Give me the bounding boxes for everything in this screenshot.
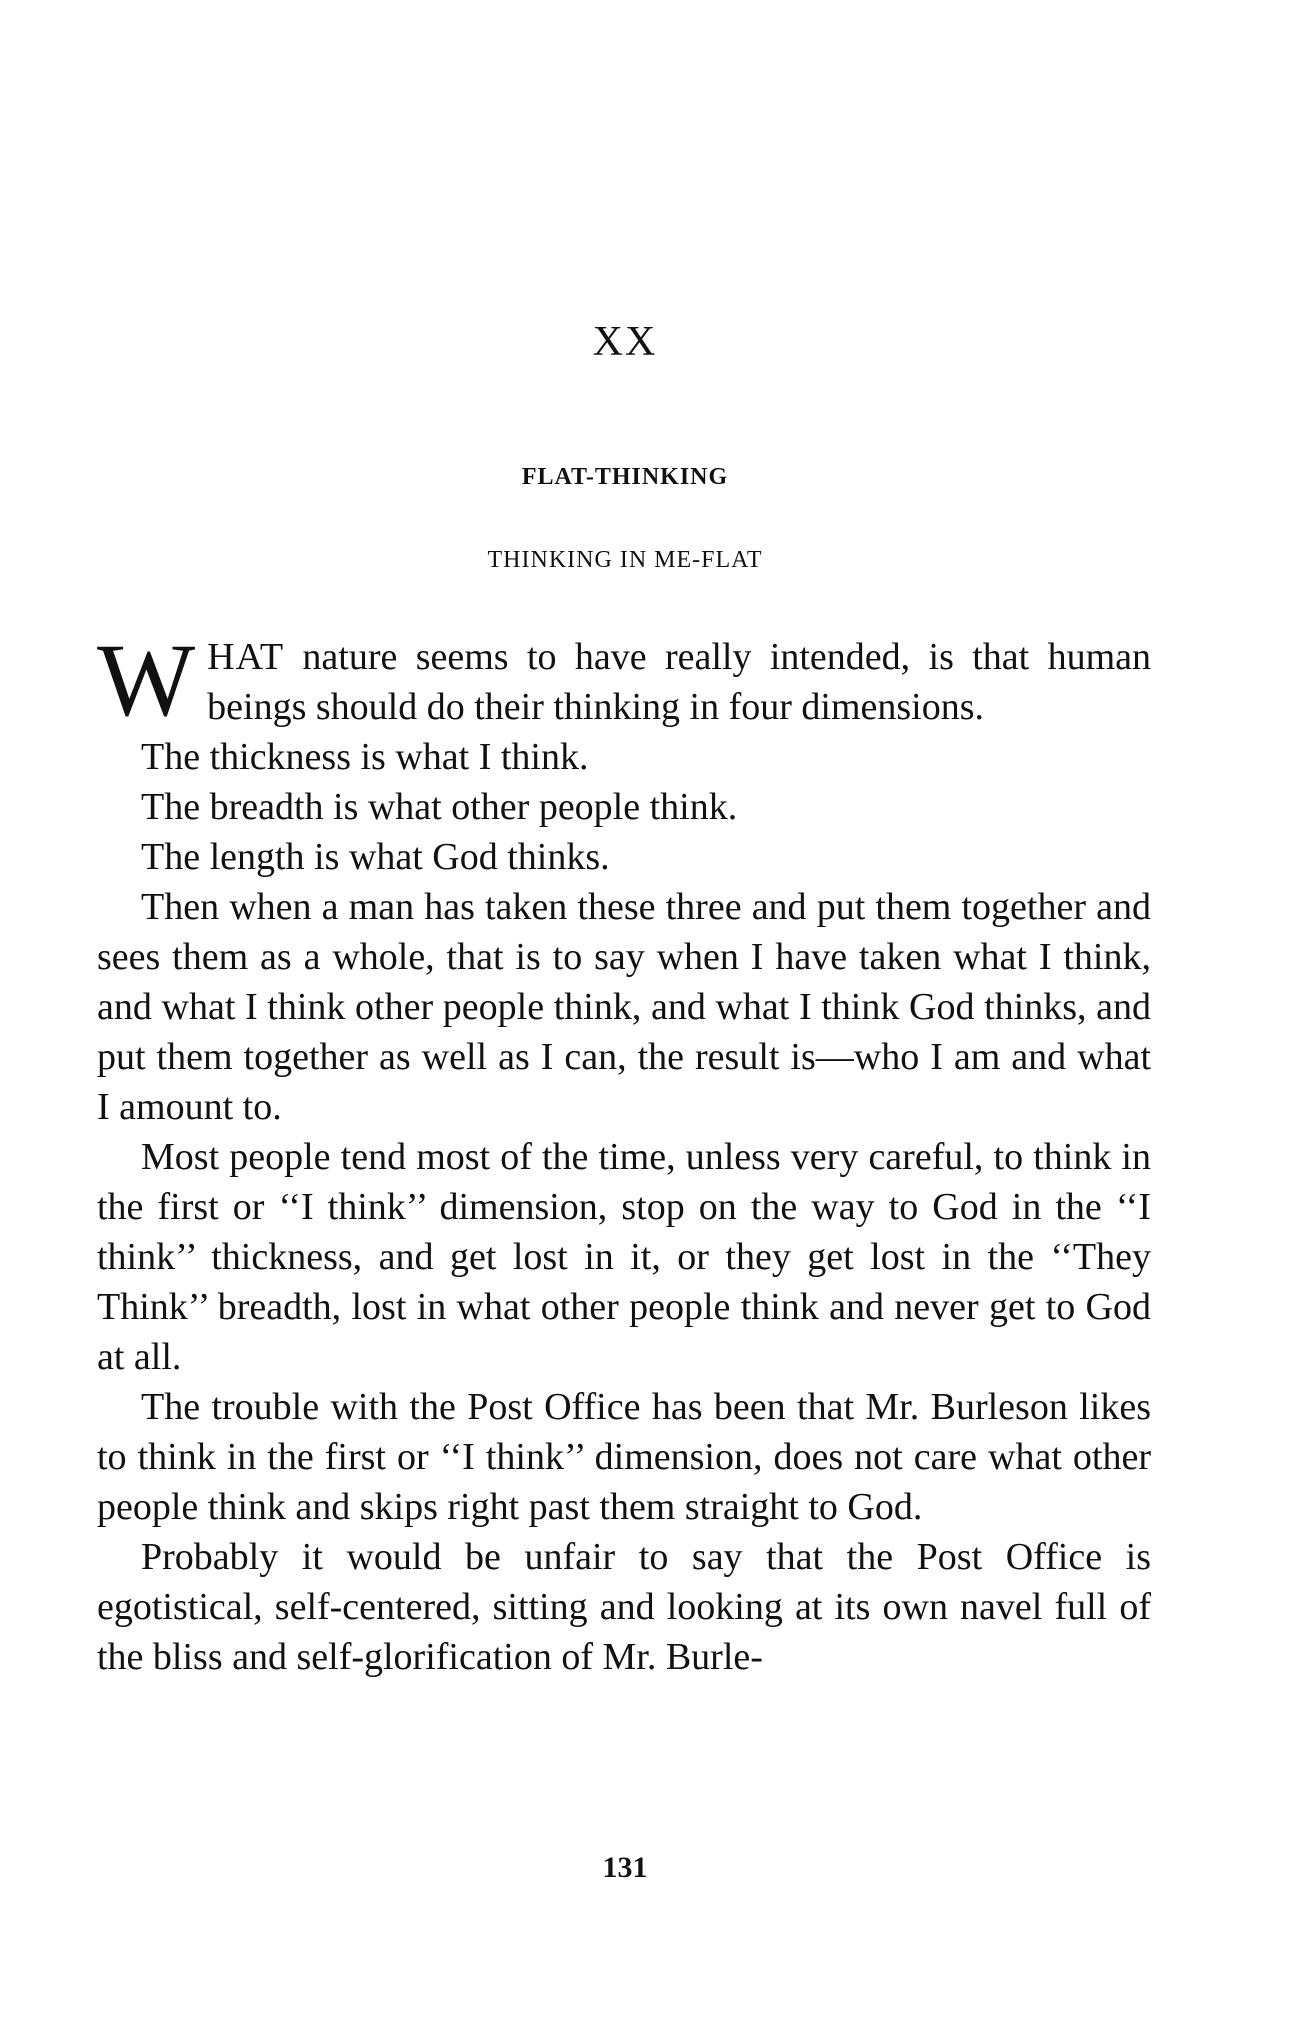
- paragraph-4: The length is what God thinks.: [141, 836, 610, 878]
- body-text: [97, 623, 1151, 1682]
- paragraph-8: Probably it would be unfair to say that the Post Office is egotistical, self-centered, sitting and looking at its own navel full of the bliss and self-glorification of Mr. Burle-: [97, 1536, 1151, 1678]
- paragraph-7: The trouble with the Post Office has been that Mr. Burleson likes to think in the first or ‘‘I think’’ dimension, does not care what other people think and skips right past them straight to God.: [97, 1386, 1151, 1528]
- chapter-subtitle: THINKING IN ME-FLAT: [487, 547, 763, 573]
- chapter-title: FLAT-THINKING: [521, 464, 729, 490]
- drop-cap: W: [97, 623, 196, 738]
- paragraph-3: The breadth is what other people think.: [141, 786, 738, 828]
- paragraph-6: Most people tend most of the time, unless very careful, to think in the first or ‘‘I think’’ dimension, stop on the way to God in the ‘‘I think’’ thickness, and get lost in it, or they get lost in the ‘‘They Think’’ breadth, lost in what other people think and never get to God at all.: [97, 1136, 1151, 1378]
- paragraph-5: Then when a man has taken these three and put them together and sees them as a whole, that is to say when I have taken what I think, and what I think other people think, and what I think God thinks, and put them together as well as I can, the result is—who I am and what I amount to.: [97, 886, 1151, 1128]
- paragraph-1: [97, 623, 1151, 738]
- page-number: 131: [602, 1851, 648, 1884]
- paragraph-2: The thickness is what I think.: [141, 736, 589, 778]
- chapter-number: XX: [592, 319, 658, 365]
- paragraph-1-text: nature seems to have really intended, is that human beings should do their thinking in four dimensions.: [207, 636, 1151, 728]
- first-word: HAT: [207, 636, 285, 678]
